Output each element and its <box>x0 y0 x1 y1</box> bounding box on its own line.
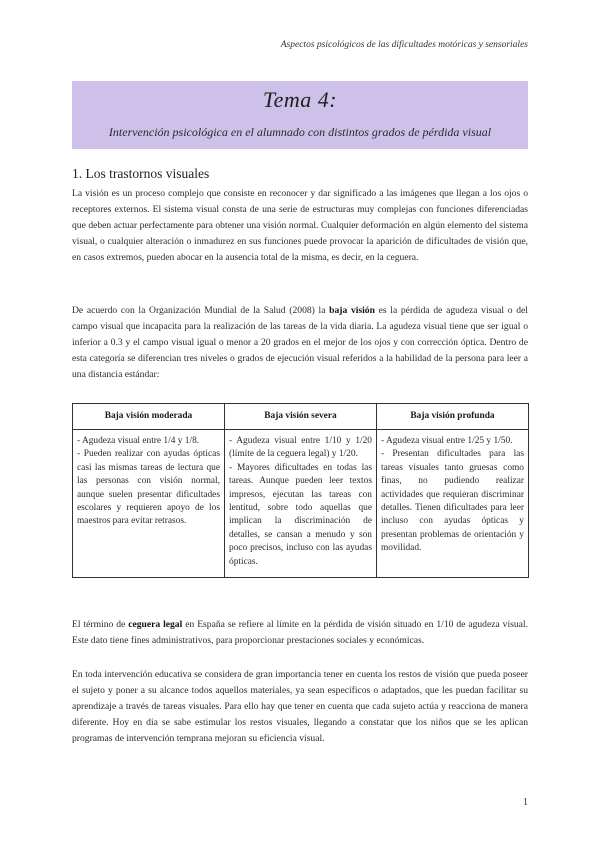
section-heading: 1. Los trastornos visuales <box>72 166 210 181</box>
paragraph-text: es la pérdida de agudeza visual o del campo visual que incapacita para la realización de las tareas de la vida diaria. La agudeza visual tiene que ser igual o inferior a 0.3 y el campo visual igual o menor a 20 grados en el mejor de los ojos y con corrección óptica. Dentro de esta categoría se diferencian tres niveles o grados de ejecución visual referidos a la habilidad de la persona para leer a una distancia estándar: <box>72 305 528 381</box>
table-cell-severe <box>225 430 377 578</box>
paragraph-text: De acuerdo con la Organización Mundial de la Salud (2008) la <box>72 305 330 316</box>
table-header-cell: Baja visión severa <box>225 404 377 430</box>
table-cell-profound <box>377 430 529 578</box>
topic-banner <box>72 81 528 149</box>
table-header-cell: Baja visión profunda <box>377 404 529 430</box>
table-cell-moderate <box>73 430 225 578</box>
table-row <box>73 430 529 578</box>
cell-item: - Agudeza visual entre 1/10 y 1/20 (límite de la ceguera legal) y 1/20. <box>229 436 372 460</box>
cell-item: - Mayores dificultades en todas las tareas. Aunque pueden leer textos impresos, ejecutan las tareas con lentitud, sobre todo aquellas que implican la discriminación de detalles, se cansan a menudo y son poco precisos, incluso con las ayudas ópticas. <box>229 462 372 567</box>
bold-term-low-vision: baja visión <box>329 305 375 316</box>
running-header: Aspectos psicológicos de las dificultades motóricas y sensoriales <box>280 40 528 50</box>
cell-item: - Pueden realizar con ayudas ópticas casi las mismas tareas de lectura que las personas con visión normal, aunque suelen presentar dificultades escolares y requieren apoyo de los maestros para evitar retrasos. <box>77 449 220 527</box>
cell-item: - Agudeza visual entre 1/4 y 1/8. <box>77 436 200 446</box>
table-header-row <box>73 404 529 430</box>
paragraph-low-vision <box>72 303 528 383</box>
cell-item: - Presentan dificultades para las tareas visuales tanto gruesas como finas, no pudiendo realizar actividades que requieran discriminar detalles. Tienen dificultades para leer incluso con ayudas ópticas y presentan problemas de orientación y movilidad. <box>381 449 524 554</box>
paragraph-legal-blindness <box>72 617 528 649</box>
table-header-cell: Baja visión moderada <box>73 404 225 430</box>
topic-subtitle: Intervención psicológica en el alumnado con distintos grados de pérdida visual <box>108 125 492 139</box>
topic-title: Tema 4: <box>262 87 338 112</box>
cell-item: - Agudeza visual entre 1/25 y 1/50. <box>381 436 513 446</box>
paragraph-intervention: En toda intervención educativa se considera de gran importancia tener en cuenta los restos de visión que pueda poseer el sujeto y poner a su alcance todos aquellos materiales, ya sean específicos o adaptados, que les puedan facilitar su aprendizaje a través de tareas visuales. Para ello hay que tener en cuenta que cada sujeto actúa y reacciona de manera diferente. Hoy en día se sabe estimular los restos visuales, llegando a constatar que los niños que se les aplican programas de intervención temprana mejoran su eficiencia visual. <box>72 669 528 745</box>
page-number: 1 <box>523 797 528 808</box>
paragraph-text: en España se refiere al límite en la pérdida de visión situado en 1/10 de agudeza visual. Este dato tiene fines administrativos, para proporcionar prestaciones sociales y económicas. <box>72 619 528 647</box>
bold-term-legal-blindness: ceguera legal <box>128 619 183 630</box>
paragraph-intro: La visión es un proceso complejo que consiste en reconocer y dar significado a las imágenes que llegan a los ojos o receptores externos. El sistema visual consta de una serie de estructuras muy complejas con funciones diferenciadas que deben actuar perfectamente para obtener una visión normal. Cualquier deformación en algún elemento del sistema visual, o cualquier alteración o inmadurez en sus funciones puede provocar la aparición de dificultades de visión que, en casos extremos, pueden abocar en la ausencia total de la misma, es decir, en la ceguera. <box>72 188 528 264</box>
paragraph-text: El término de <box>72 619 129 630</box>
low-vision-table <box>72 403 529 578</box>
